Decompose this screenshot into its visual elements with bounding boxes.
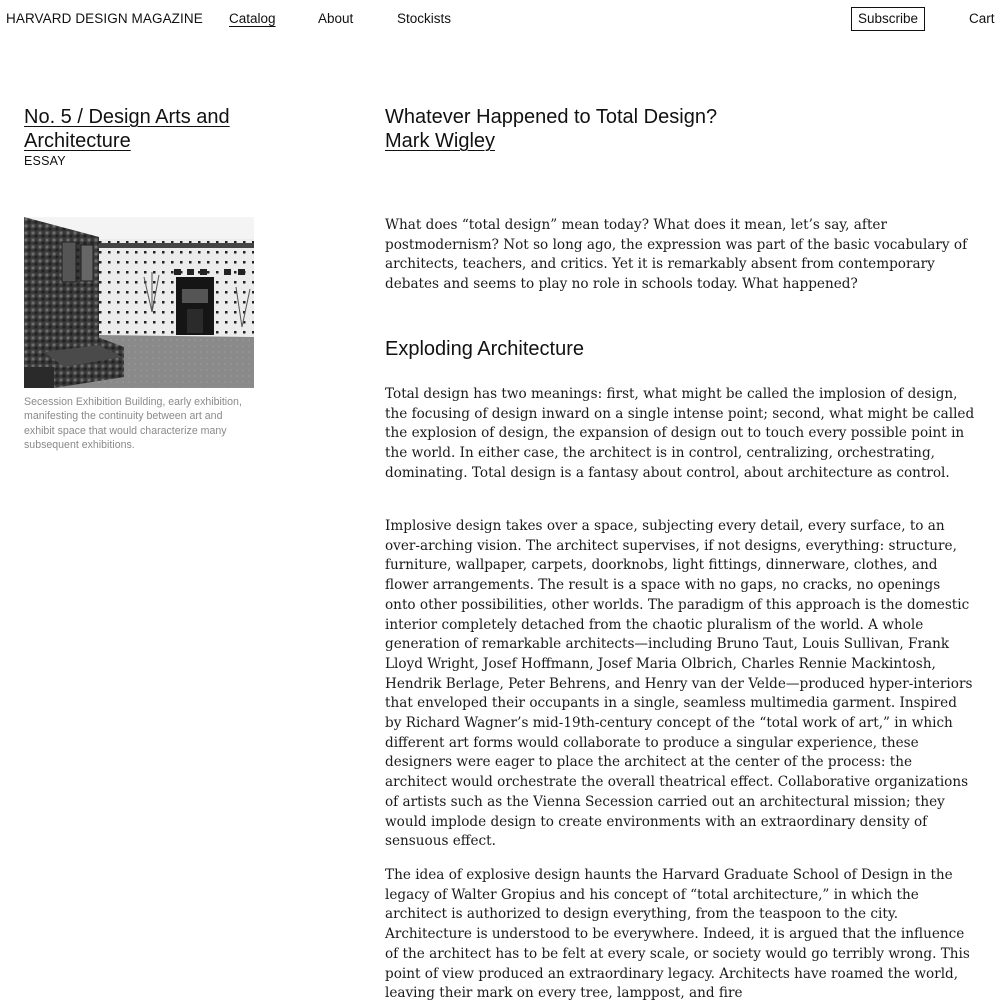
article-paragraph: Implosive design takes over a space, subjecting every detail, every surface, to an over-arching vision. The architect supervises, if not designs, everything: structure, furniture, wallpaper, carpets, doorknobs, light fittings, dinnerware, clothes, and flower arrangements. The result is a space with no gaps, no cracks, no openings onto other possibilities, other worlds. The paradigm of this approach is the domestic interior completely detached from the chaotic pluralism of the world. A whole generation of remarkable architects—including Bruno Taut, Louis Sullivan, Frank Lloyd Wright, Josef Hoffmann, Josef Maria Olbrich, Charles Rennie Mackintosh, Hendrik Berlage, Peter Behrens, and Henry van der Velde—produced hyper-interiors that enveloped their occupants in a single, seamless multimedia garment. Inspired by Richard Wagner’s mid-19th-century concept of the “total work of art,” in which different art forms would collaborate to produce a singular experience, these designers were eager to place the architect at the center of the process: the architect would orchestrate the overall theatrical effect. Collaborative organizations of artists such as the Vienna Secession carried out an architectural mission; they would implode design to create environments with an extraordinary density of sensuous effect. xyxy=(385,518,973,850)
author-link[interactable]: Mark Wigley xyxy=(385,130,496,152)
article-figure xyxy=(24,217,254,452)
nav-catalog-link[interactable]: Catalog xyxy=(229,11,276,26)
cart-link[interactable]: Cart xyxy=(969,11,995,26)
top-navigation xyxy=(0,0,1000,40)
issue-title-link[interactable]: No. 5 / Design Arts and Architecture xyxy=(24,106,230,152)
article-title: Whatever Happened to Total Design? xyxy=(385,106,718,128)
article-paragraph: Total design has two meanings: first, what might be called the implosion of design, the focusing of design inward on a single intense point; second, what might be called the explosion of design, the expansion of design out to touch every possible point in the world. In either case, the architect is in control, centralizing, orchestrating, dominating. Total design is a fantasy about control, about architecture as control. xyxy=(385,386,975,481)
section-heading: Exploding Architecture xyxy=(385,338,585,360)
figure-caption: Secession Exhibition Building, early exhibition, manifesting the continuity between art and exhibit space that would characterize many subsequent exhibitions. xyxy=(24,396,242,451)
article-intro-paragraph: What does “total design” mean today? What does it mean, let’s say, after postmodernism? Not so long ago, the expression was part of the basic vocabulary of architects, teachers, and critics. Yet it is remarkably absent from contemporary debates and seems to play no role in schools today. What happened? xyxy=(385,217,968,293)
exhibition-photo xyxy=(24,217,254,388)
article-header xyxy=(385,105,985,153)
issue-info xyxy=(24,105,264,168)
nav-stockists-link[interactable]: Stockists xyxy=(397,11,452,26)
site-logo[interactable]: HARVARD DESIGN MAGAZINE xyxy=(6,11,203,26)
nav-about-link[interactable]: About xyxy=(318,11,354,26)
subscribe-button[interactable]: Subscribe xyxy=(851,7,925,31)
article-paragraph: The idea of explosive design haunts the Harvard Graduate School of Design in the legacy of Walter Gropius and his concept of “total architecture,” in which the architect is authorized to design everything, from the teaspoon to the city. Architecture is understood to be everywhere. Indeed, it is argued that the influence of the architect has to be felt at every scale, or society would go terribly wrong. This point of view produced an extraordinary legacy. Architects have roamed the world, leaving their mark on every tree, lamppost, and fire xyxy=(385,867,970,1000)
article-kind-label: ESSAY xyxy=(24,154,66,168)
